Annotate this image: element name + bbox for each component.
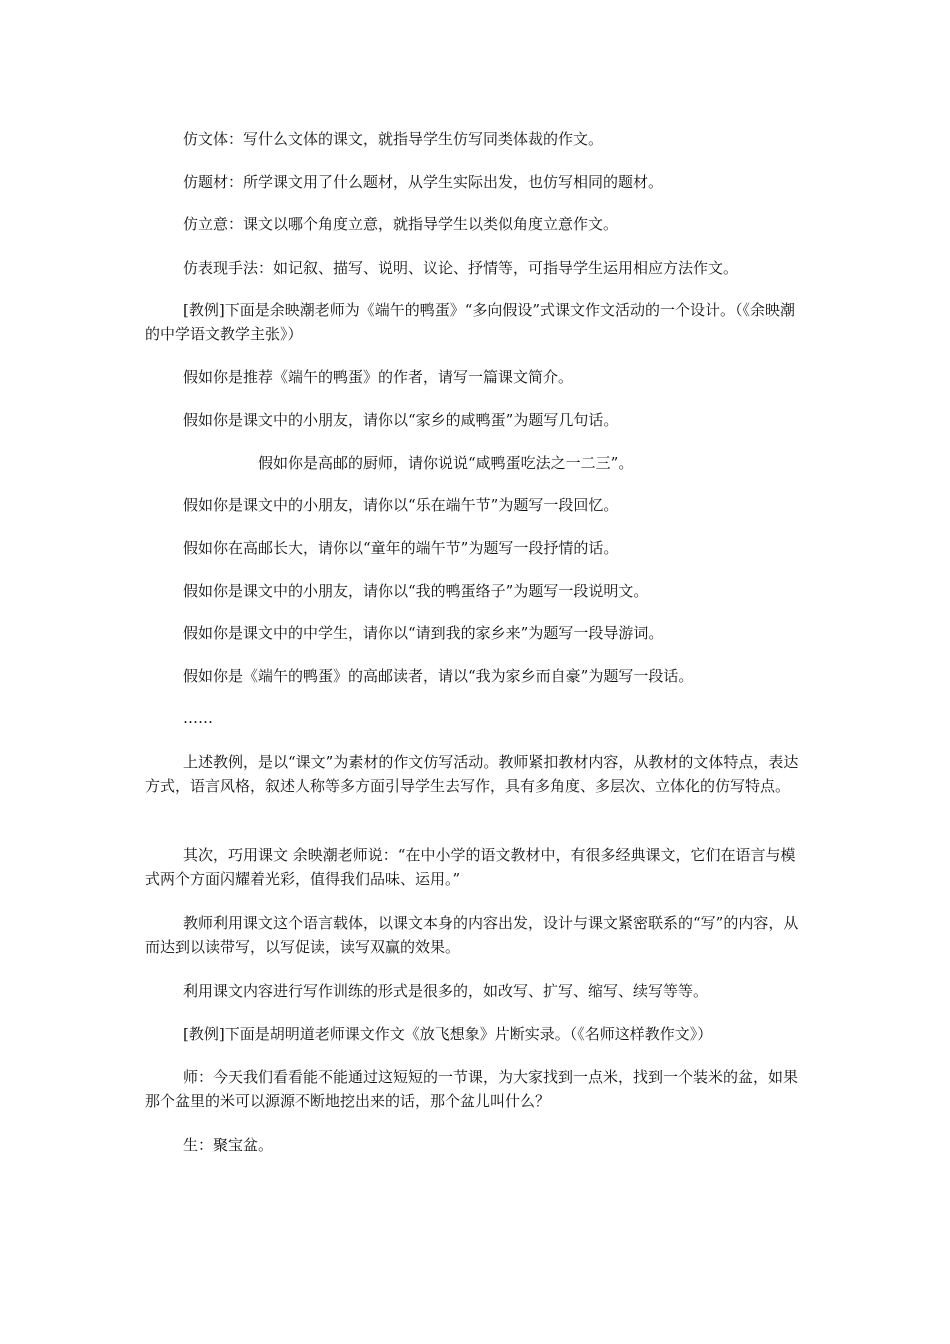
paragraph-imitate-intent: 仿立意：课文以哪个角度立意，就指导学生以类似角度立意作文。	[183, 215, 619, 233]
list-item-hypothesis-3: 假如你是高邮的厨师，请你说说“咸鸭蛋吃法之一二三”。	[258, 454, 634, 472]
ellipsis: ……	[183, 709, 213, 727]
paragraph-imitate-subject: 仿题材：所学课文用了什么题材，从学生实际出发，也仿写相同的题材。	[183, 173, 664, 191]
paragraph-teacher-use: 教师利用课文这个语言载体，以课文本身的内容出发，设计与课文紧密联系的“写”的内容，从而达到以读带写，以写促读，读写双赢的效果。	[145, 914, 799, 956]
paragraph-student-reply: 生：聚宝盆。	[183, 1136, 274, 1154]
paragraph-example-hu: [教例]下面是胡明道老师课文作文《放飞想象》片断实录。（《名师这样教作文》）	[183, 1025, 713, 1043]
paragraph-example-yu: [教例]下面是余映潮老师为《端午的鸭蛋》“多向假设”式课文作文活动的一个设计。（《余映潮的中学语文教学主张》）	[145, 301, 796, 343]
list-item-hypothesis-1: 假如你是推荐《端午的鸭蛋》的作者，请写一篇课文简介。	[183, 368, 574, 386]
paragraph-imitate-technique: 仿表现手法：如记叙、描写、说明、议论、抒情等，可指导学生运用相应方法作文。	[183, 259, 739, 277]
paragraph-teacher-dialogue: 师：今天我们看看能不能通过这短短的一节课，为大家找到一点米，找到一个装米的盆，如果那个盆里的米可以源源不断地挖出来的话，那个盆儿叫什么？	[145, 1068, 799, 1110]
paragraph-second-point: 其次，巧用课文 余映潮老师说：“在中小学的语文教材中，有很多经典课文，它们在语言与模式两个方面闪耀着光彩，值得我们品味、运用。”	[145, 846, 796, 888]
list-item-hypothesis-8: 假如你是《端午的鸭蛋》的高邮读者，请以“我为家乡而自豪”为题写一段话。	[183, 667, 694, 685]
paragraph-training-forms: 利用课文内容进行写作训练的形式是很多的，如改写、扩写、缩写、续写等等。	[183, 982, 709, 1000]
paragraph-analysis: 上述教例，是以“课文”为素材的作文仿写活动。教师紧扣教材内容，从教材的文体特点，表达方式，语言风格，叙述人称等多方面引导学生去写作，具有多角度、多层次、立体化的仿写特点。	[145, 753, 799, 795]
list-item-hypothesis-6: 假如你是课文中的小朋友，请你以“我的鸭蛋络子”为题写一段说明文。	[183, 582, 649, 600]
list-item-hypothesis-2: 假如你是课文中的小朋友，请你以“家乡的咸鸭蛋”为题写几句话。	[183, 411, 619, 429]
list-item-hypothesis-4: 假如你是课文中的小朋友，请你以“乐在端午节”为题写一段回忆。	[183, 496, 619, 514]
list-item-hypothesis-7: 假如你是课文中的中学生，请你以“请到我的家乡来”为题写一段导游词。	[183, 624, 664, 642]
list-item-hypothesis-5: 假如你在高邮长大，请你以“童年的端午节”为题写一段抒情的话。	[183, 539, 619, 557]
paragraph-imitate-genre: 仿文体：写什么文体的课文，就指导学生仿写同类体裁的作文。	[183, 130, 604, 148]
